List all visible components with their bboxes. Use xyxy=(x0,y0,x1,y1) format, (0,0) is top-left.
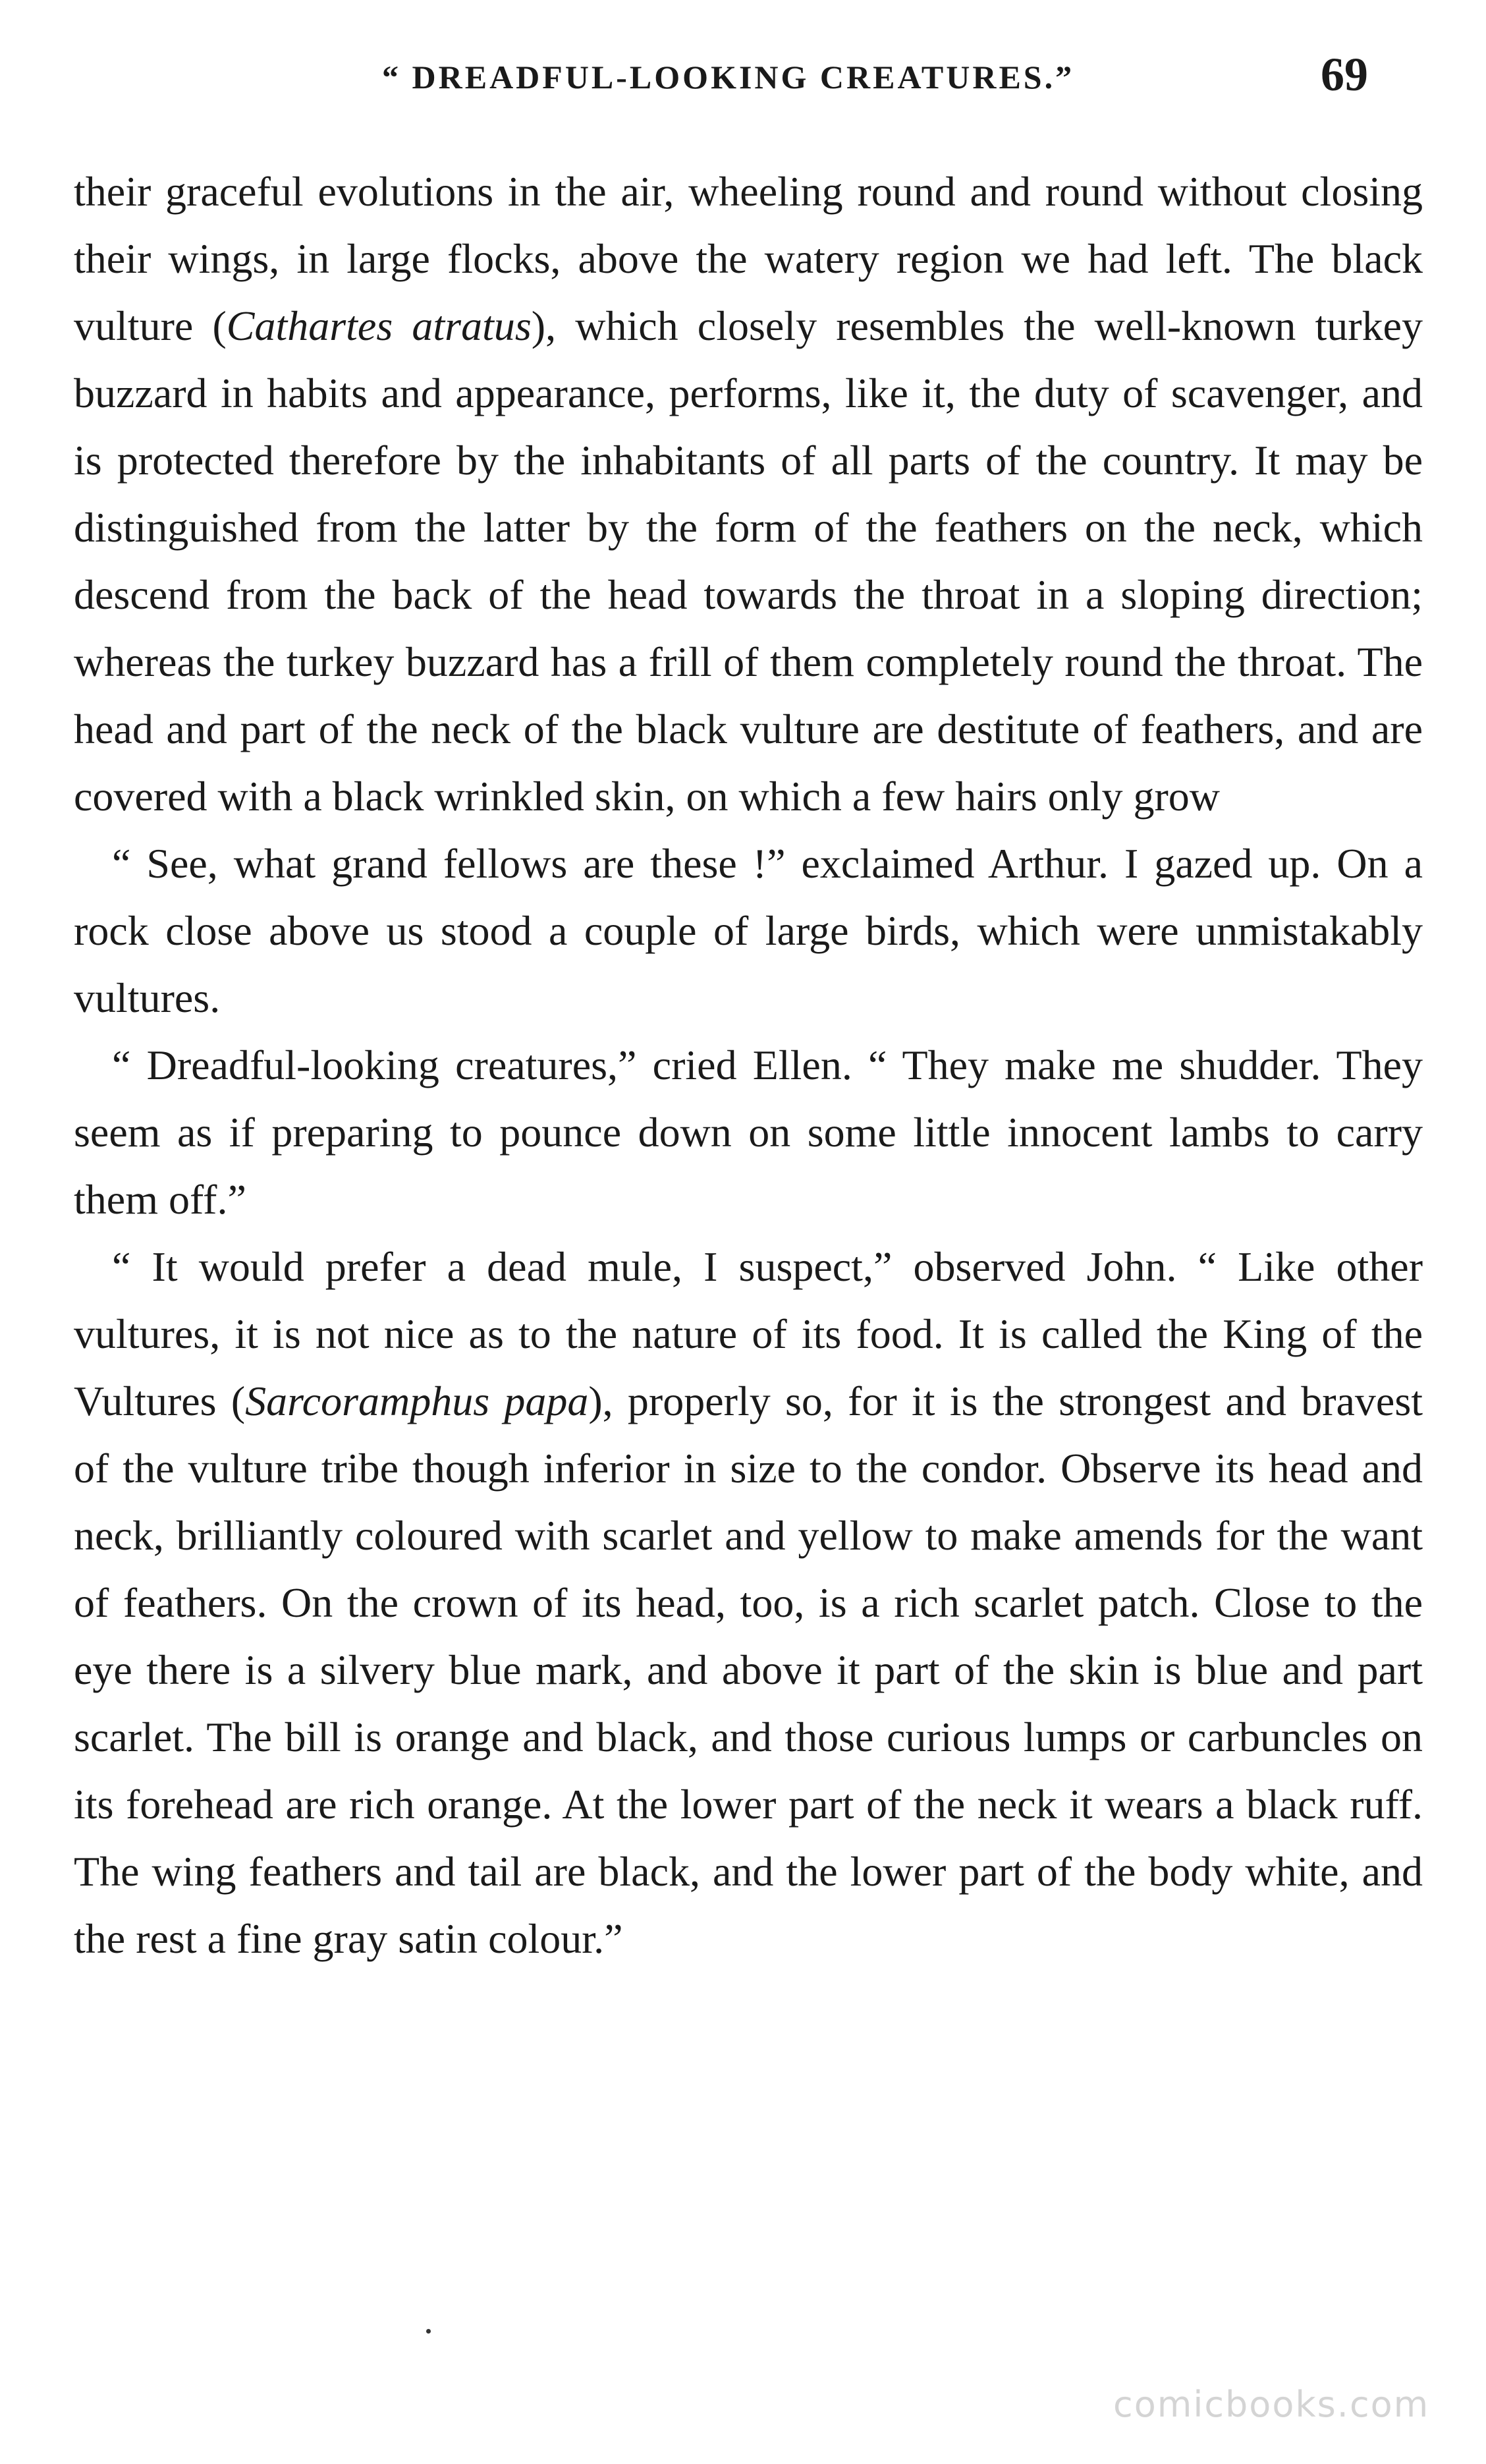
paragraph-3 xyxy=(74,1032,1423,1233)
paragraph-4 xyxy=(74,1233,1423,1973)
body-text xyxy=(74,158,1423,1973)
page-number: 69 xyxy=(1321,48,1368,101)
species-name-black-vulture: Cathartes atratus xyxy=(226,302,532,349)
paragraph-3-text: “ Dreadful-looking creatures,” cried Ellen. “ They make me shudder. They seem as if preparing to pounce down on some little innocent lambs to carry them off.” xyxy=(74,1042,1423,1223)
running-head: “ DREADFUL-LOOKING CREATURES.” xyxy=(382,59,1075,96)
paragraph-4-text-cont: ), properly so, for it is the strongest and bravest of the vulture tribe though inferior in size to the condor. Observe its head and neck, brilliantly coloured with scarlet and yellow to make amends for the want of feathers. On the crown of its head, too, is a rich scarlet patch. Close to the eye there is a silvery blue mark, and above it part of the skin is blue and part scarlet. The bill is orange and black, and those curious lumps or carbuncles on its forehead are rich orange. At the lower part of the neck it wears a black ruff. The wing feathers and tail are black, and the lower part of the body white, and the rest a fine gray satin colour.” xyxy=(74,1378,1423,1962)
paragraph-1 xyxy=(74,158,1423,830)
ink-speck xyxy=(426,2329,431,2334)
paragraph-1-text: their graceful evolutions in the air, wheeling round and round without closing their wings, in large flocks, above the watery region we had left. The black vulture ( xyxy=(74,168,1423,349)
watermark: comicbooks.com xyxy=(1113,2384,1430,2425)
species-name-king-vulture: Sarcoramphus papa xyxy=(245,1378,589,1424)
paragraph-2-text: “ See, what grand fellows are these !” exclaimed Arthur. I gazed up. On a rock close above us stood a couple of large birds, which were unmistakably vultures. xyxy=(74,840,1423,1021)
paragraph-4-text: “ It would prefer a dead mule, I suspect,” observed John. “ Like other vultures, it is not nice as to the nature of its food. It is called the King of the Vultures ( xyxy=(74,1243,1423,1424)
paragraph-1-text-cont: ), which closely resembles the well-known turkey buzzard in habits and appearance, performs, like it, the duty of scavenger, and is protected therefore by the inhabitants of all parts of the country. It may be distinguished from the latter by the form of the feathers on the neck, which descend from the back of the head towards the throat in a sloping direction; whereas the turkey buzzard has a frill of them completely round the throat. The head and part of the neck of the black vulture are destitute of feathers, and are covered with a black wrinkled skin, on which a few hairs only grow xyxy=(74,302,1423,820)
paragraph-2 xyxy=(74,830,1423,1032)
